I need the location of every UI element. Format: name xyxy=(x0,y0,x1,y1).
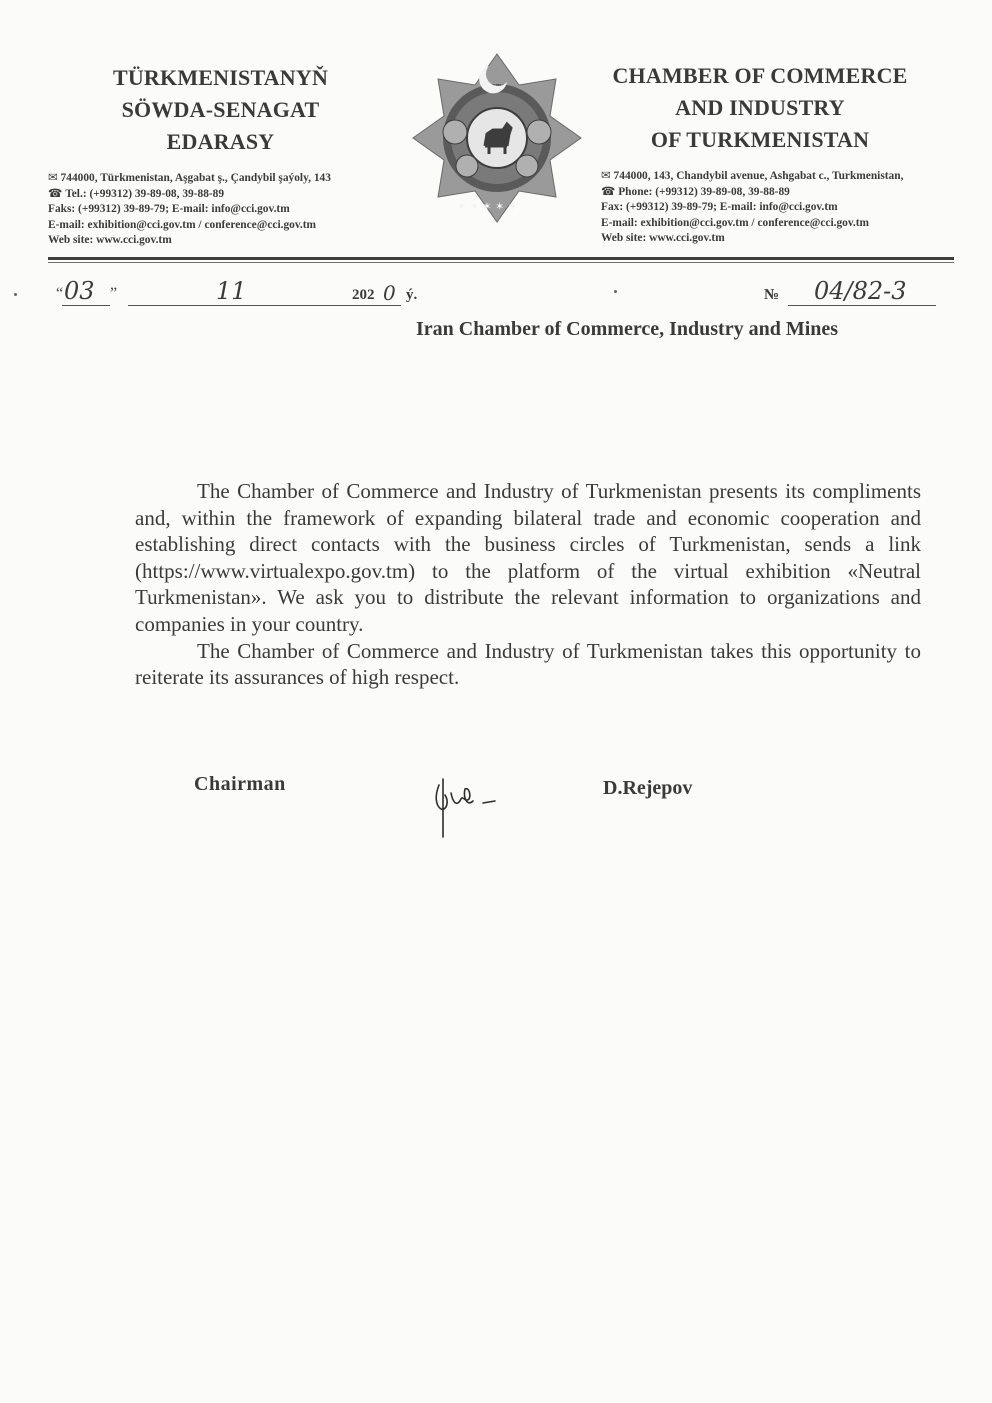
org-title-line: CHAMBER OF COMMERCE xyxy=(612,63,908,88)
org-title-english xyxy=(585,60,935,156)
year-underline xyxy=(381,305,401,306)
fax-email-line: Faks: (+99312) 39-89-79; E-mail: info@cci.gov.tm xyxy=(48,203,290,215)
signatory-name: D.Rejepov xyxy=(603,777,693,799)
handwritten-signature xyxy=(425,773,515,843)
envelope-icon: ✉ xyxy=(48,172,58,184)
signatory-role: Chairman xyxy=(194,773,286,795)
telephone-icon: ☎ xyxy=(48,187,63,200)
fax-email-line: Fax: (+99312) 39-89-79; E-mail: info@cci.gov.tm xyxy=(601,201,838,213)
phone-line xyxy=(48,187,331,203)
org-title-line: AND INDUSTRY xyxy=(675,95,845,120)
org-title-line: TÜRKMENISTANYŇ xyxy=(112,65,329,90)
header-divider-thin xyxy=(48,262,954,263)
org-title-line: SÖWDA-SENAGAT xyxy=(121,97,320,122)
header-divider xyxy=(48,257,954,260)
email-line: E-mail: exhibition@cci.gov.tm / conference@cci.gov.tm xyxy=(48,218,317,231)
org-title-line: EDARASY xyxy=(166,129,275,154)
address-line xyxy=(48,171,331,187)
envelope-icon: ✉ xyxy=(601,170,611,182)
year-suffix: ý. xyxy=(406,287,418,303)
org-title-line: OF TURKMENISTAN xyxy=(650,127,870,152)
contacts-english xyxy=(601,169,903,247)
phone-text: Phone: (+99312) 39-89-08, 39-88-89 xyxy=(618,185,790,198)
year-digit: 0 xyxy=(383,281,396,305)
date-month: 11 xyxy=(216,277,247,305)
address-line xyxy=(601,169,903,185)
email-line: E-mail: exhibition@cci.gov.tm / conference@cci.gov.tm xyxy=(601,216,870,229)
stars-icon: ✶✶✶ xyxy=(485,83,506,92)
carpet-gul-icon xyxy=(443,120,467,144)
website-line: Web site: www.cci.gov.tm xyxy=(48,234,172,246)
number-label: № xyxy=(764,287,780,303)
recipient-line: Iran Chamber of Commerce, Industry and Mines xyxy=(416,318,839,340)
carpet-gul-icon xyxy=(527,120,551,144)
phone-text: Tel.: (+99312) 39-89-08, 39-88-89 xyxy=(65,187,225,200)
date-day: 03 xyxy=(64,277,95,305)
month-underline xyxy=(128,305,400,306)
close-quote: ” xyxy=(110,285,118,302)
day-underline xyxy=(62,305,110,306)
telephone-icon: ☎ xyxy=(601,185,616,198)
phone-line xyxy=(601,185,903,201)
website-line: Web site: www.cci.gov.tm xyxy=(601,232,725,244)
stars-icon: ✶ ✶ ✶ ✶ ✶ xyxy=(457,200,518,213)
scan-speck xyxy=(614,290,617,293)
carpet-gul-icon xyxy=(516,155,538,177)
body-paragraph: The Chamber of Commerce and Industry of Turkmenistan takes this opportunity to reiterate its assurances of high respect. xyxy=(135,638,921,690)
year-prefix: 202 xyxy=(352,287,375,303)
reference-number: 04/82-3 xyxy=(814,277,907,305)
address-text: 744000, Türkmenistan, Aşgabat ş., Çandybil şaýoly, 143 xyxy=(60,172,331,184)
contacts-turkmen xyxy=(48,171,331,249)
org-title-turkmen xyxy=(48,62,393,158)
carpet-gul-icon xyxy=(456,155,478,177)
scan-speck xyxy=(14,293,17,296)
date-reference-line xyxy=(56,277,946,311)
body-paragraph: The Chamber of Commerce and Industry of Turkmenistan presents its compliments and, within the framework of expanding bilateral trade and economic cooperation and establishing direct contacts with the business circles of Turkmenistan, sends a link (https://www.virtualexpo.gov.tm) to the platform of the virtual exhibition «Neutral Turkmenistan». We ask you to distribute the relevant information to organizations and companies in your country. xyxy=(135,479,921,636)
letter-body xyxy=(135,478,921,691)
chamber-emblem-icon xyxy=(412,52,582,224)
number-underline xyxy=(788,305,936,306)
open-quote: “ xyxy=(56,285,64,302)
address-text: 744000, 143, Chandybil avenue, Ashgabat c., Turkmenistan, xyxy=(613,170,904,182)
